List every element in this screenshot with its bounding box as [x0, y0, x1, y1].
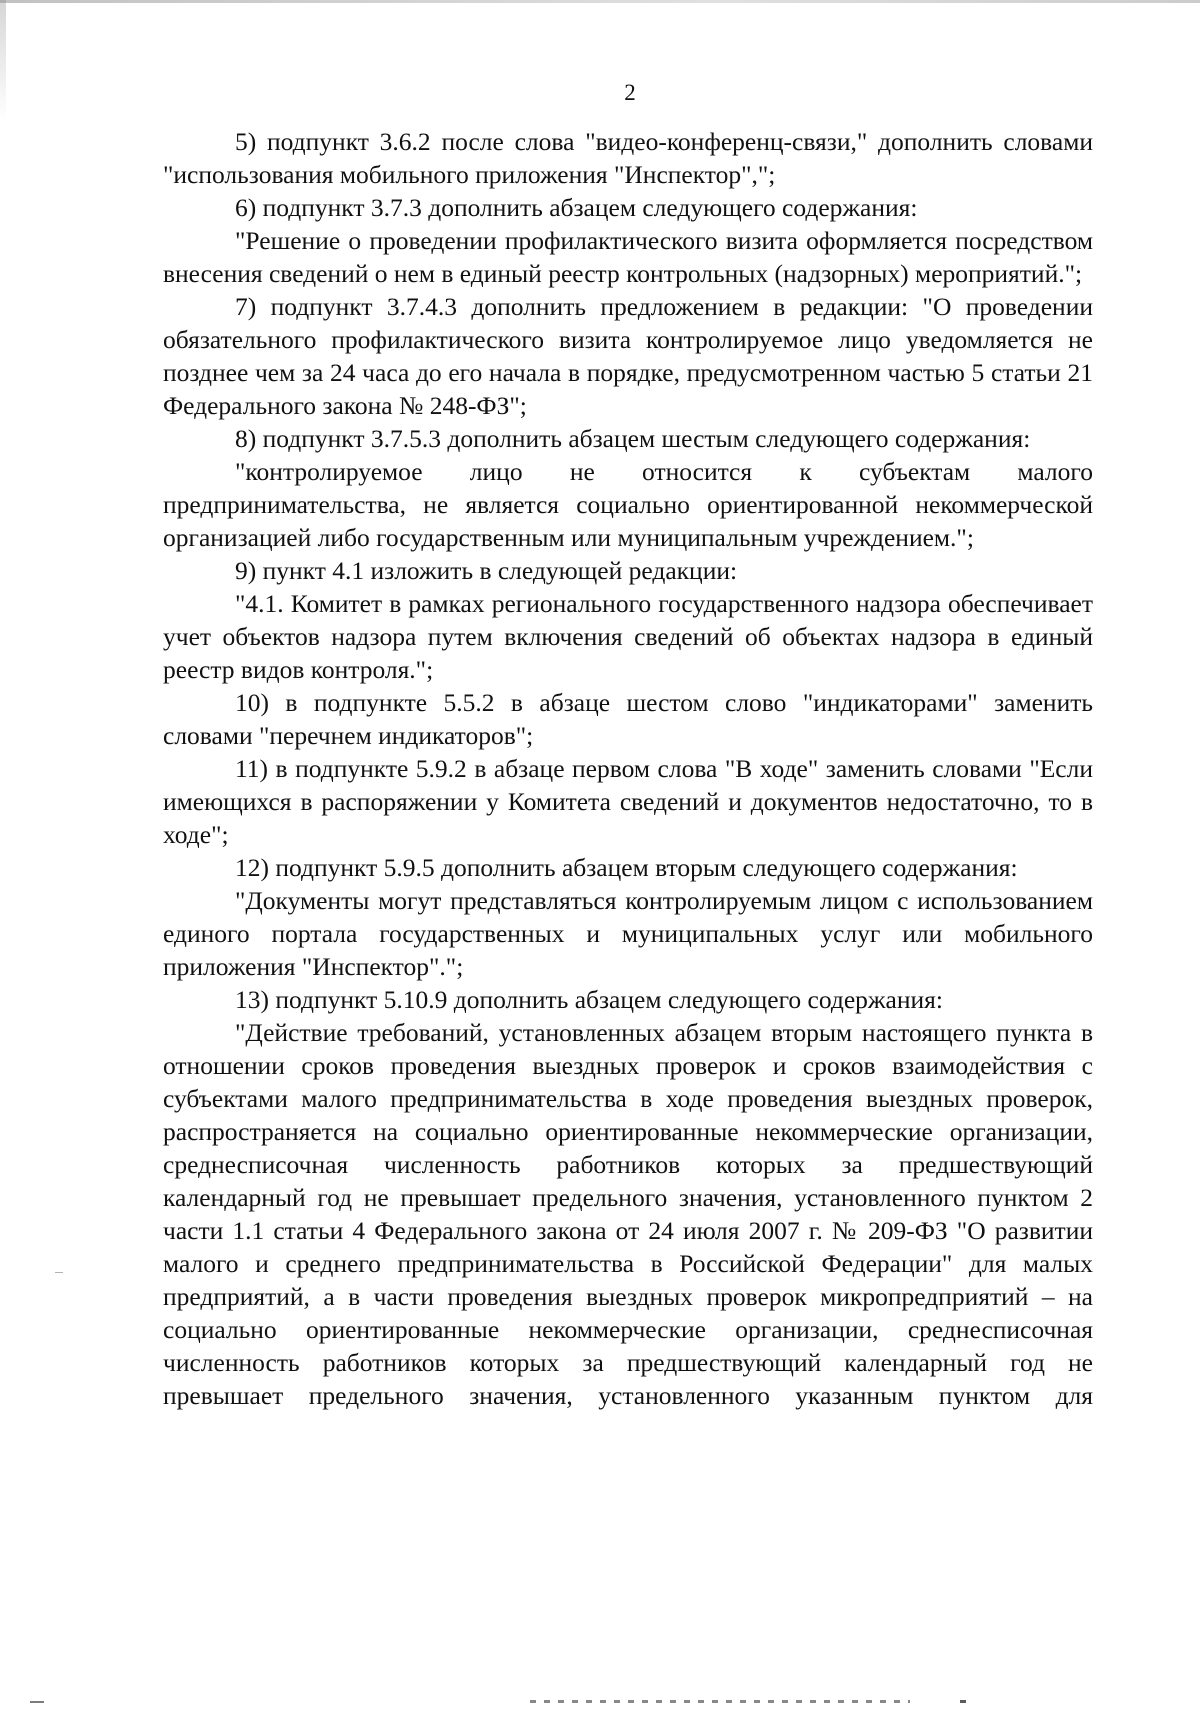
scan-top-edge — [0, 0, 1200, 3]
document-body — [163, 125, 1093, 1412]
paragraph-item-13: 13) подпункт 5.10.9 дополнить абзацем следующего содержания: — [235, 985, 943, 1014]
paragraph-item-9: 9) пункт 4.1 изложить в следующей редакции: — [235, 556, 738, 585]
scan-dotted-line — [530, 1700, 910, 1703]
paragraph-item-9-quote: "4.1. Комитет в рамках регионального государственного надзора обеспечивает учет объектов надзора путем включения сведений об объектах надзора в единый реестр видов контроля."; — [163, 589, 1093, 684]
scan-speck — [960, 1700, 966, 1703]
paragraph-item-6-quote: "Решение о проведении профилактического визита оформляется посредством внесения сведений о нем в единый реестр контрольных (надзорных) мероприятий."; — [163, 226, 1093, 288]
paragraph-item-8-quote: "контролируемое лицо не относится к субъектам малого предпринимательства, не является социально ориентированной некоммерческой организацией либо государственным или муниципальным учреждением."; — [163, 457, 1093, 552]
paragraph-item-5: 5) подпункт 3.6.2 после слова "видео-конференц-связи," дополнить словами "использования мобильного приложения "Инспектор","; — [163, 127, 1093, 189]
paragraph-item-12-quote: "Документы могут представляться контролируемым лицом с использованием единого портала государственных и муниципальных услуг или мобильного приложения "Инспектор"."; — [163, 886, 1093, 981]
scan-speck — [30, 1701, 44, 1703]
scan-margin-tick — [55, 1272, 63, 1273]
paragraph-item-11: 11) в подпункте 5.9.2 в абзаце первом слова "В ходе" заменить словами "Если имеющихся в распоряжении у Комитета сведений и документов недостаточно, то в ходе"; — [163, 754, 1093, 849]
paragraph-item-8: 8) подпункт 3.7.5.3 дополнить абзацем шестым следующего содержания: — [235, 424, 1031, 453]
page-number: 2 — [624, 80, 636, 105]
paragraph-item-13-quote: "Действие требований, установленных абзацем вторым настоящего пункта в отношении сроков проведения выездных проверок и сроков взаимодействия с субъектами малого предпринимательства в ходе проведения выездных проверок, распространяется на социально ориентированные некоммерческие организации, среднесписочная численность работников которых за предшествующий календарный год не превышает предельного значения, установленного пунктом 2 части 1.1 статьи 4 Федерального закона от 24 июля 2007 г. № 209-ФЗ "О развитии малого и среднего предпринимательства в Российской Федерации" для малых предприятий, а в части проведения выездных проверок микропредприятий – на социально ориентированные некоммерческие организации, среднесписочная численность работников которых за предшествующий календарный год не превышает предельного значения, установленного указанным пунктом для — [163, 1018, 1093, 1410]
paragraph-item-7: 7) подпункт 3.7.4.3 дополнить предложением в редакции: "О проведении обязательного профилактического визита контролируемое лицо уведомляется не позднее чем за 24 часа до его начала в порядке, предусмотренном частью 5 статьи 21 Федерального закона № 248-ФЗ"; — [163, 292, 1093, 420]
paragraph-item-10: 10) в подпункте 5.5.2 в абзаце шестом слово "индикаторами" заменить словами "перечнем индикаторов"; — [163, 688, 1093, 750]
paragraph-item-6: 6) подпункт 3.7.3 дополнить абзацем следующего содержания: — [235, 193, 918, 222]
paragraph-item-12: 12) подпункт 5.9.5 дополнить абзацем вторым следующего содержания: — [235, 853, 1018, 882]
